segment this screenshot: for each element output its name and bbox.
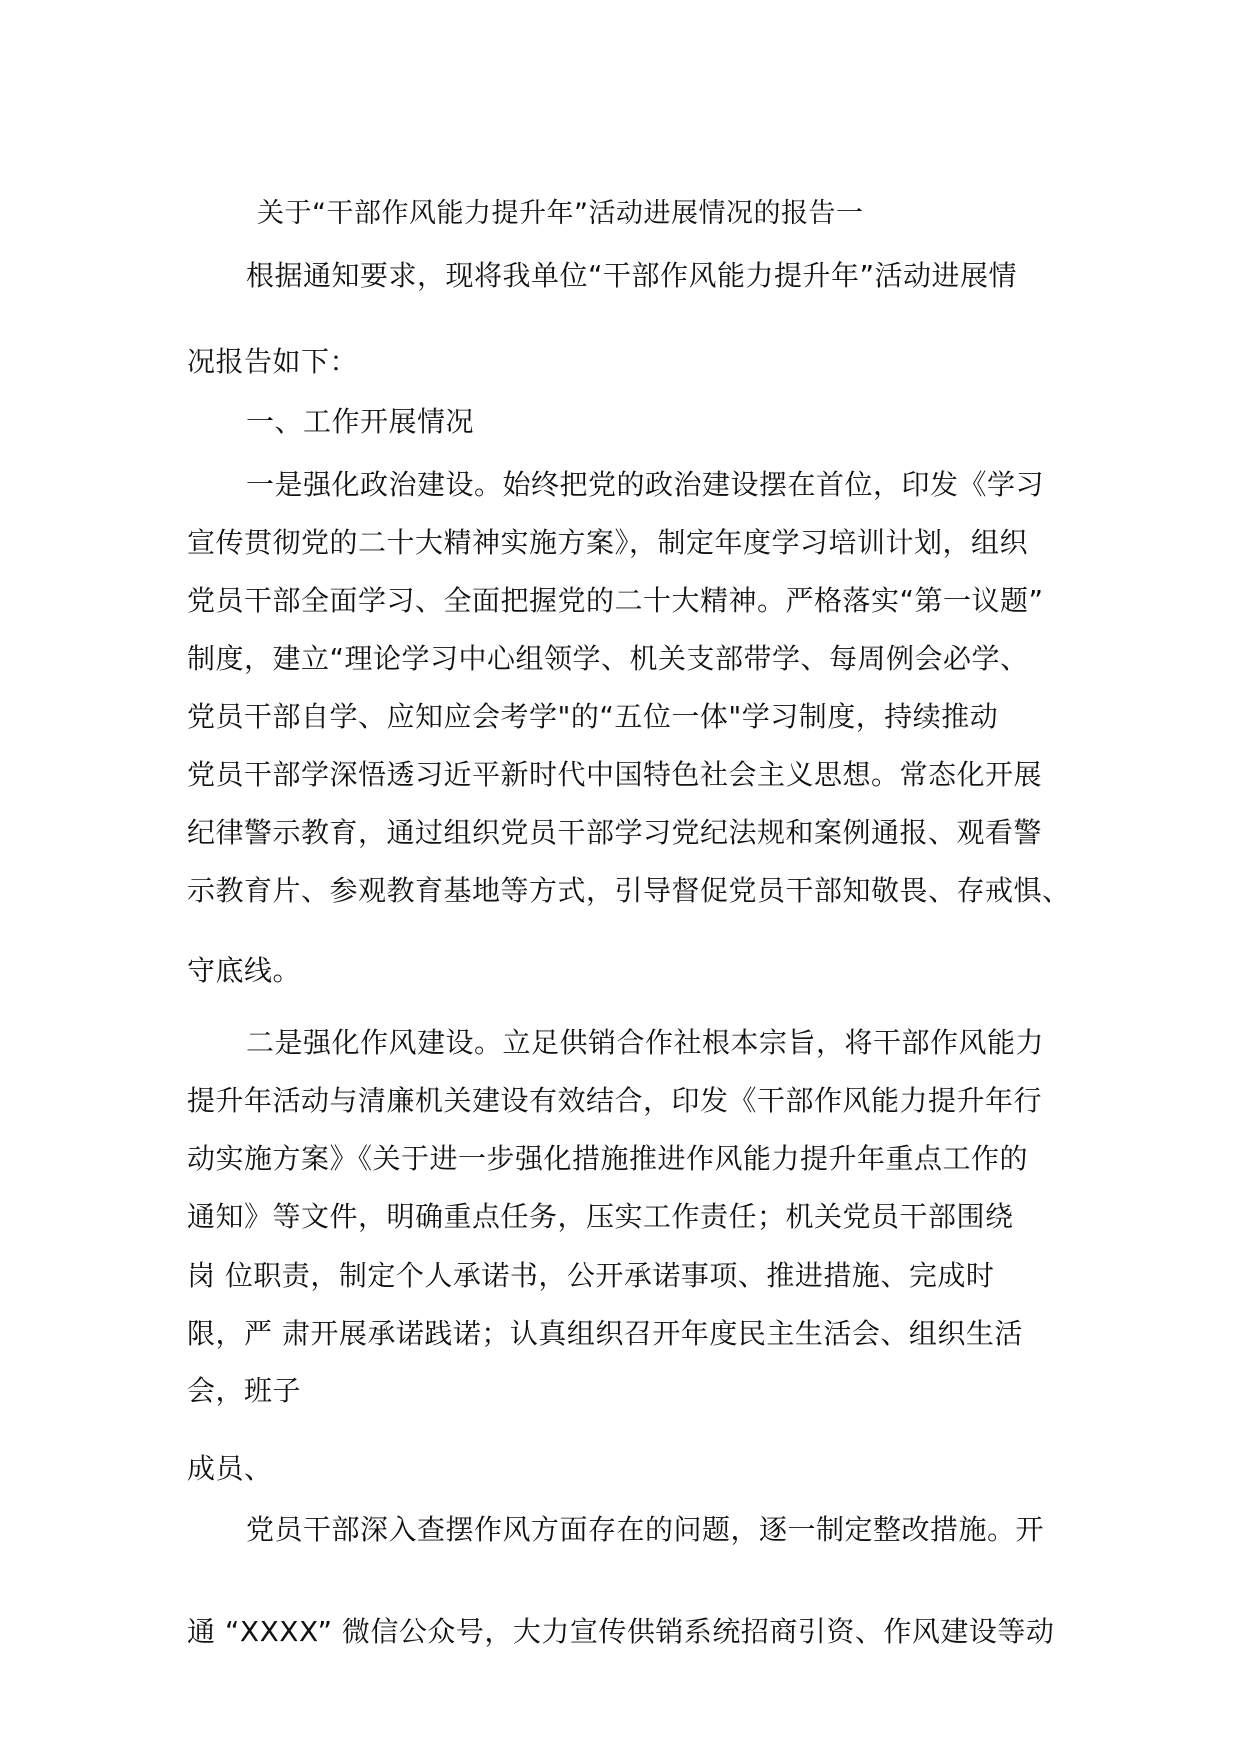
paragraph-line: 提升年活动与清廉机关建设有效结合，印发《干部作风能力提升年行 [187, 1084, 1043, 1117]
paragraph-line: 一是强化政治建设。始终把党的政治建设摆在首位，印发《学习 [246, 468, 1045, 501]
paragraph-line: 岗 位职责，制定个人承诺书，公开承诺事项、推进措施、完成时 [187, 1259, 995, 1292]
paragraph-line: 纪律警示教育，通过组织党员干部学习党纪法规和案例通报、观看警 [187, 816, 1043, 849]
section-heading: 一、工作开展情况 [246, 405, 475, 438]
paragraph-line: 示教育片、参观教育基地等方式，引导督促党员干部知敬畏、存戒惧、 [187, 874, 1071, 907]
paragraph-line: 守底线。 [187, 954, 302, 987]
paragraph-line: 宣传贯彻党的二十大精神实施方案》，制定年度学习培训计划，组织 [187, 526, 1029, 559]
paragraph-line: 党员干部学深悟透习近平新时代中国特色社会主义思想。常态化开展 [187, 758, 1043, 791]
paragraph-line: 成员、 [187, 1452, 273, 1485]
paragraph-line: 会，班子 [187, 1374, 302, 1407]
paragraph-line: 二是强化作风建设。立足供销合作社根本宗旨，将干部作风能力 [246, 1026, 1045, 1059]
paragraph-line: 通知》等文件，明确重点任务，压实工作责任；机关党员干部围绕 [187, 1200, 1014, 1233]
paragraph-line: 限，严 肃开展承诺践诺；认真组织召开年度民主生活会、组织生活 [187, 1317, 1023, 1350]
paragraph-line: 党员干部深入查摆作风方面存在的问题，逐一制定整改措施。开 [246, 1513, 1045, 1546]
paragraph-line: 动实施方案》《关于进一步强化措施推进作风能力提升年重点工作的 [187, 1142, 1029, 1175]
paragraph-line: 根据通知要求，现将我单位“干部作风能力提升年”活动进展情 [246, 259, 1018, 292]
paragraph-line: 党员干部全面学习、全面把握党的二十大精神。严格落实“第一议题” [187, 584, 1044, 617]
paragraph-line: 通 “XXXX” 微信公众号，大力宣传供销系统招商引资、作风建设等动 [187, 1615, 1055, 1648]
paragraph-line: 况报告如下： [187, 345, 359, 378]
paragraph-line: 制度，建立“理论学习中心组领学、机关支部带学、每周例会必学、 [187, 642, 1029, 675]
paragraph-line: 党员干部自学、应知应会考学"的“五位一体"学习制度，持续推动 [187, 700, 999, 733]
document-title: 关于“干部作风能力提升年”活动进展情况的报告一 [257, 198, 864, 229]
